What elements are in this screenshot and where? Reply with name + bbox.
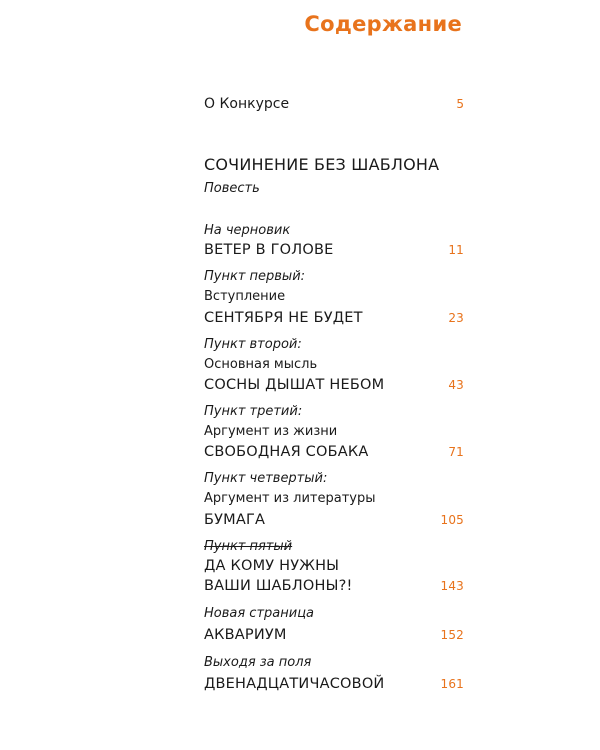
page-number: 161 (440, 677, 464, 691)
toc-entry[interactable] (204, 377, 464, 394)
section-sub: Вступление (204, 289, 286, 304)
entry-text: О Конкурсе (204, 96, 290, 112)
entry-heading: АКВАРИУМ (204, 627, 287, 643)
toc-entry[interactable] (204, 444, 464, 461)
story-subtitle: Повесть (204, 181, 260, 196)
page-number: 43 (448, 378, 464, 392)
entry-heading-line1: ДА КОМУ НУЖНЫ (204, 558, 340, 574)
page-number: 5 (456, 97, 464, 111)
page-number: 11 (448, 243, 464, 257)
entry-heading-line2: ВАШИ ШАБЛОНЫ?! (204, 578, 353, 594)
entry-heading: ВЕТЕР В ГОЛОВЕ (204, 242, 334, 258)
toc-entry[interactable] (204, 578, 464, 595)
section-label: Новая страница (204, 606, 315, 621)
section-sub: Основная мысль (204, 357, 318, 372)
toc-entry[interactable] (204, 676, 464, 693)
section-label: Выходя за поля (204, 655, 312, 670)
page-number: 152 (440, 628, 464, 642)
entry-heading: СВОБОДНАЯ СОБАКА (204, 444, 369, 460)
toc-entry[interactable] (204, 242, 464, 259)
section-label-struck: Пункт пятый (204, 539, 293, 554)
section-label: Пункт четвертый: (204, 471, 328, 486)
entry-heading: БУМАГА (204, 512, 266, 528)
toc-title: Содержание (304, 12, 462, 36)
section-label: Пункт третий: (204, 404, 303, 419)
page-number: 143 (440, 579, 464, 593)
toc-entry[interactable] (204, 627, 464, 644)
story-title: СОЧИНЕНИЕ БЕЗ ШАБЛОНА (204, 155, 440, 174)
entry-heading: ДВЕНАДЦАТИЧАСОВОЙ (204, 676, 385, 692)
page-number: 105 (440, 513, 464, 527)
toc-entry[interactable] (204, 310, 464, 327)
page-number: 71 (448, 445, 464, 459)
toc-entry[interactable] (204, 512, 464, 529)
section-sub: Аргумент из литературы (204, 491, 376, 506)
section-label: На черновик (204, 223, 291, 238)
section-label: Пункт первый: (204, 269, 306, 284)
page-number: 23 (448, 311, 464, 325)
section-sub: Аргумент из жизни (204, 424, 338, 439)
entry-heading: СОСНЫ ДЫШАТ НЕБОМ (204, 377, 385, 393)
toc-entry-about[interactable] (204, 96, 464, 113)
section-label: Пункт второй: (204, 337, 302, 352)
entry-heading: СЕНТЯБРЯ НЕ БУДЕТ (204, 310, 363, 326)
